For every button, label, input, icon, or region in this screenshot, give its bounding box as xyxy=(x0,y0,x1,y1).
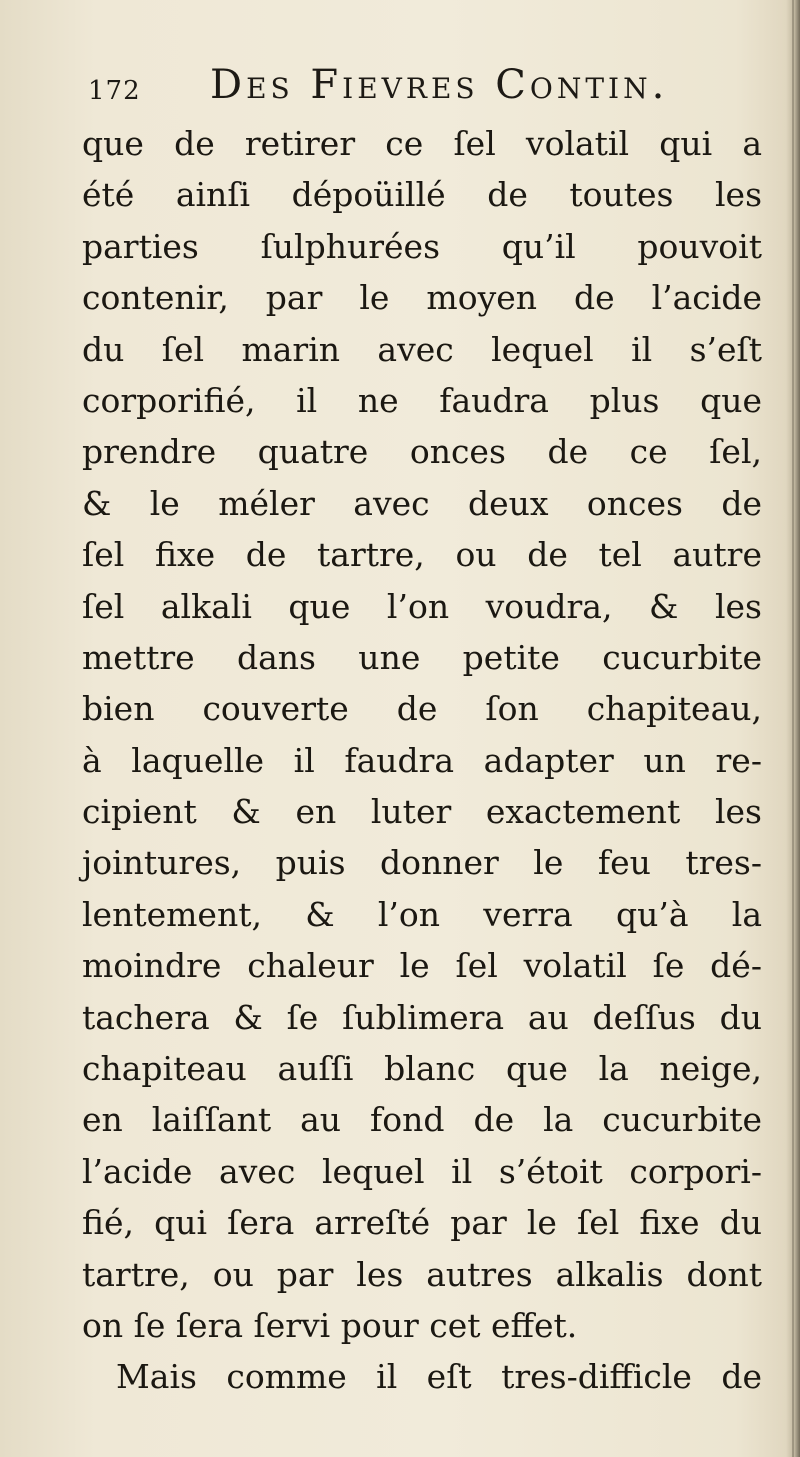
page-edge xyxy=(792,0,794,1457)
text-line: l’acide avec lequel il s’étoit corpori- xyxy=(82,1151,762,1191)
text-line: à laquelle il faudra adapter un re- xyxy=(82,740,762,780)
text-line: contenir, par le moyen de l’acide xyxy=(82,278,762,318)
text-line: on ſe ſera ſervi pour cet effet. xyxy=(82,1305,578,1345)
text-line: Mais comme il eſt tres-difficle de xyxy=(116,1357,762,1397)
text-line: mettre dans une petite cucurbite xyxy=(82,637,762,677)
text-line: cipient & en luter exactement les xyxy=(82,792,762,832)
text-line: jointures, puis donner le feu tres- xyxy=(82,843,762,883)
body-text xyxy=(82,118,762,1403)
text-line: tartre, ou par les autres alkalis dont xyxy=(82,1254,762,1294)
text-line: moindre chaleur le ſel volatil ſe dé- xyxy=(82,946,762,986)
text-line: été ainſi dépoüillé de toutes les xyxy=(82,175,762,215)
text-line: parties ſulphurées qu’il pouvoit xyxy=(82,226,762,266)
text-line: & le méler avec deux onces de xyxy=(82,483,762,523)
text-line: ſel fixe de tartre, ou de tel autre xyxy=(82,535,762,575)
text-line: du ſel marin avec lequel il s’eſt xyxy=(82,329,762,369)
text-line: prendre quatre onces de ce ſel, xyxy=(82,432,762,472)
text-line: tachera & ſe ſublimera au deſſus du xyxy=(82,997,762,1037)
text-line: corporifié, il ne faudra plus que xyxy=(82,380,762,420)
text-line: lentement, & l’on verra qu’à la xyxy=(82,894,762,934)
page-header xyxy=(88,62,768,118)
running-title: Des Fievres Contin. xyxy=(210,62,669,108)
text-line: chapiteau auſſi blanc que la neige, xyxy=(82,1049,762,1089)
text-line: ſel alkali que l’on voudra, & les xyxy=(82,586,762,626)
text-line: bien couverte de ſon chapiteau, xyxy=(82,689,762,729)
text-line: en laiſſant au fond de la cucurbite xyxy=(82,1100,762,1140)
page-number: 172 xyxy=(88,76,141,106)
text-line: fié, qui ſera arreſté par le ſel fixe du xyxy=(82,1203,762,1243)
text-line: que de retirer ce ſel volatil qui a xyxy=(82,124,762,163)
